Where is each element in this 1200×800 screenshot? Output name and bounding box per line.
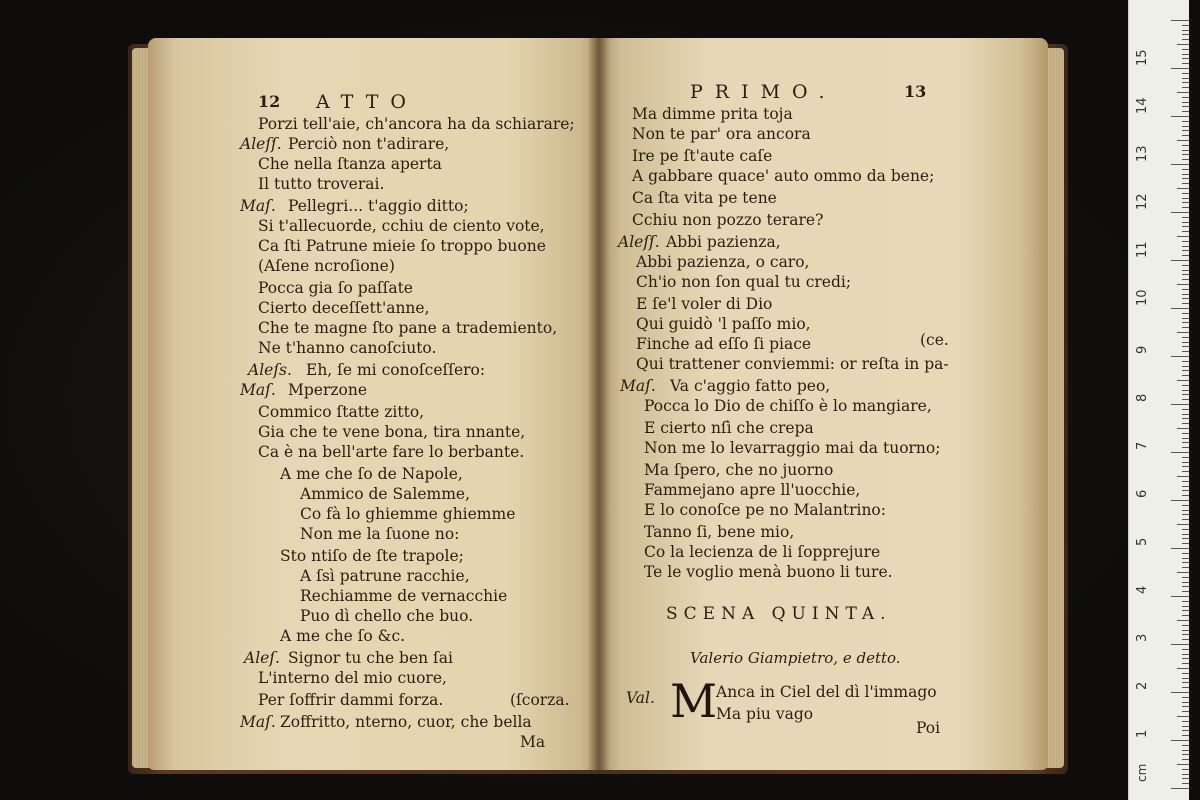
ruler-number: 13 — [1135, 145, 1150, 162]
aria-line: Sto ntiſo de ſte trapole; — [280, 547, 464, 565]
speaker-label: Aleſs. — [248, 361, 292, 379]
ruler-tick — [1182, 399, 1189, 400]
text-line: E cierto nſì che crepa — [644, 419, 814, 437]
text-line: Cchiu non pozzo terare? — [632, 211, 824, 229]
ruler-tick — [1182, 433, 1189, 434]
text-line: A gabbare quace' auto ommo da bene; — [632, 167, 935, 185]
ruler-tick — [1182, 462, 1189, 463]
ruler-number: 15 — [1135, 49, 1150, 66]
ruler-tick — [1182, 58, 1189, 59]
text-line: Ch'io non ſon qual tu credi; — [636, 273, 852, 291]
ruler-tick — [1171, 596, 1189, 597]
ruler-tick — [1182, 534, 1189, 535]
ruler-tick — [1182, 366, 1189, 367]
text-line: Ne t'hanno canoſciuto. — [258, 339, 437, 357]
text-line: E lo conoſce pe no Malantrino: — [644, 501, 886, 519]
ruler-tick — [1182, 438, 1189, 439]
ruler-number: 6 — [1135, 489, 1150, 498]
text-line: Ca è na bell'arte fare lo berbante. — [258, 443, 525, 461]
ruler-number: 9 — [1135, 345, 1150, 354]
aria-line: Puo dì chello che buo. — [300, 607, 474, 625]
ruler-tick — [1182, 466, 1189, 467]
ruler-tick — [1171, 20, 1189, 21]
text-line: Pocca gia ſo paſſate — [258, 279, 413, 297]
ruler-tick — [1182, 207, 1189, 208]
ruler-tick — [1171, 68, 1189, 69]
left-page-number: 12 — [258, 92, 281, 111]
ruler-tick — [1182, 658, 1189, 659]
ruler-tick — [1182, 481, 1189, 482]
ruler-tick — [1182, 711, 1189, 712]
ruler-tick — [1182, 342, 1189, 343]
ruler-tick — [1182, 351, 1189, 352]
ruler-tick — [1177, 332, 1189, 333]
ruler-tick — [1177, 620, 1189, 621]
ruler-tick — [1182, 318, 1189, 319]
ruler-tick — [1182, 447, 1189, 448]
ruler-number: 2 — [1135, 681, 1150, 690]
ruler-tick — [1182, 145, 1189, 146]
ruler-tick — [1182, 279, 1189, 280]
right-page — [598, 38, 1048, 770]
ruler-tick — [1182, 754, 1189, 755]
ruler-tick — [1182, 87, 1189, 88]
text-line: Finche ad eſſo ſi piace — [636, 335, 812, 353]
text-line: Gia che te vene bona, tira nnante, — [258, 423, 526, 441]
ruler-tick — [1177, 236, 1189, 237]
text-line: Anca in Ciel del dì l'immago — [716, 683, 937, 701]
ruler-tick — [1177, 140, 1189, 141]
ruler-tick — [1182, 577, 1189, 578]
ruler-number: 12 — [1135, 193, 1150, 210]
ruler-tick — [1182, 783, 1189, 784]
ruler-tick — [1177, 572, 1189, 573]
ruler-tick — [1177, 428, 1189, 429]
ruler-number: 5 — [1135, 537, 1150, 546]
ruler-tick — [1171, 788, 1189, 789]
left-running-head: ATTO — [316, 91, 418, 113]
ruler-tick — [1182, 610, 1189, 611]
ruler-tick — [1182, 649, 1189, 650]
ruler-tick — [1182, 615, 1189, 616]
ruler-tick — [1182, 390, 1189, 391]
ruler-tick — [1182, 634, 1189, 635]
ruler-tick — [1177, 668, 1189, 669]
ruler-tick — [1177, 716, 1189, 717]
ruler-tick — [1171, 548, 1189, 549]
cast-list: Valerio Giampietro, e detto. — [690, 649, 901, 667]
text-line: Ma dimme prita toja — [632, 105, 793, 123]
ruler-tick — [1182, 706, 1189, 707]
ruler-tick — [1177, 380, 1189, 381]
ruler-tick — [1182, 769, 1189, 770]
right-page-number: 13 — [904, 82, 927, 101]
ruler-tick — [1177, 188, 1189, 189]
text-line: Tanno ſi, bene mio, — [644, 523, 795, 541]
right-running-head: PRIMO. — [690, 81, 837, 103]
ruler-tick — [1182, 121, 1189, 122]
ruler-tick — [1182, 241, 1189, 242]
ruler-tick — [1171, 260, 1189, 261]
ruler-tick — [1171, 164, 1189, 165]
ruler-tick — [1182, 639, 1189, 640]
ruler-tick — [1182, 298, 1189, 299]
aria-line: A me che ſo &c. — [280, 627, 406, 645]
ruler-tick — [1182, 697, 1189, 698]
ruler-tick — [1182, 54, 1189, 55]
ruler-tick — [1182, 135, 1189, 136]
ruler-tick — [1182, 726, 1189, 727]
speaker-label: Aleſſ. — [240, 135, 282, 153]
ruler-tick — [1182, 39, 1189, 40]
ruler-tick — [1182, 457, 1189, 458]
book-gutter — [588, 38, 610, 770]
text-line: Ca ſta vita pe tene — [632, 189, 777, 207]
ruler-number: 4 — [1135, 585, 1150, 594]
ruler-tick — [1182, 529, 1189, 530]
text-line: Che nella ſtanza aperta — [258, 155, 442, 173]
ruler-tick — [1182, 150, 1189, 151]
ruler-tick — [1182, 409, 1189, 410]
text-line: Qui guidò 'l paſſo mio, — [636, 315, 811, 333]
ruler-tick — [1182, 174, 1189, 175]
ruler-tick — [1177, 44, 1189, 45]
ruler-tick — [1182, 102, 1189, 103]
aria-line: Non me la ſuone no: — [300, 525, 460, 543]
ruler-tick — [1182, 126, 1189, 127]
text-line: Non me lo levarraggio mai da tuorno; — [644, 439, 941, 457]
ruler-tick — [1182, 759, 1189, 760]
turnover-fragment: (ce. — [920, 331, 949, 349]
text-line: Zoffritto, nterno, cuor, che bella — [280, 713, 532, 731]
measurement-ruler — [1128, 0, 1189, 800]
ruler-tick — [1182, 687, 1189, 688]
ruler-tick — [1182, 25, 1189, 26]
ruler-tick — [1182, 322, 1189, 323]
ruler-tick — [1177, 524, 1189, 525]
ruler-tick — [1182, 735, 1189, 736]
ruler-tick — [1182, 418, 1189, 419]
text-line: (Aſene ncroſione) — [258, 257, 395, 275]
ruler-number: 7 — [1135, 441, 1150, 450]
ruler-tick — [1182, 63, 1189, 64]
ruler-tick — [1177, 284, 1189, 285]
ruler-tick — [1177, 476, 1189, 477]
text-line: Pellegri... t'aggio ditto; — [288, 197, 469, 215]
ruler-tick — [1171, 644, 1189, 645]
ruler-tick — [1182, 750, 1189, 751]
ruler-tick — [1182, 423, 1189, 424]
ruler-tick — [1182, 231, 1189, 232]
ruler-tick — [1182, 543, 1189, 544]
ruler-tick — [1171, 740, 1189, 741]
ruler-tick — [1171, 212, 1189, 213]
ruler-number: 1 — [1135, 729, 1150, 738]
ruler-tick — [1182, 745, 1189, 746]
ruler-tick — [1182, 337, 1189, 338]
ruler-tick — [1182, 654, 1189, 655]
left-page — [148, 38, 600, 770]
ruler-tick — [1182, 414, 1189, 415]
text-line: Che te magne ſto pane a trademiento, — [258, 319, 558, 337]
ruler-tick — [1182, 486, 1189, 487]
ruler-tick — [1182, 270, 1189, 271]
ruler-tick — [1182, 169, 1189, 170]
ruler-tick — [1182, 625, 1189, 626]
ruler-tick — [1182, 82, 1189, 83]
ruler-number: 10 — [1135, 289, 1150, 306]
ruler-tick — [1182, 294, 1189, 295]
ruler-tick — [1182, 774, 1189, 775]
ruler-tick — [1182, 538, 1189, 539]
text-line: Perciò non t'adirare, — [288, 135, 450, 153]
text-line: L'interno del mio cuore, — [258, 669, 447, 687]
ruler-tick — [1182, 111, 1189, 112]
ruler-tick — [1182, 250, 1189, 251]
speaker-label: Maſ. — [240, 381, 276, 399]
aria-line: Ammico de Salemme, — [300, 485, 470, 503]
aria-line: A ſsì patrune racchie, — [300, 567, 470, 585]
ruler-tick — [1182, 591, 1189, 592]
ruler-tick — [1182, 222, 1189, 223]
speaker-label: Val. — [626, 689, 655, 707]
text-line: Signor tu che ben ſai — [288, 649, 453, 667]
ruler-tick — [1182, 30, 1189, 31]
ruler-tick — [1177, 764, 1189, 765]
ruler-tick — [1182, 226, 1189, 227]
text-line: Ca ſti Patrune mieie ſo troppo buone — [258, 237, 546, 255]
text-line: Ire pe ſt'aute caſe — [632, 147, 773, 165]
text-line: Eh, ſe mi conoſceſſero: — [306, 361, 486, 379]
text-line: Te le voglio menà buono li ture. — [644, 563, 893, 581]
ruler-tick — [1182, 49, 1189, 50]
ruler-tick — [1182, 510, 1189, 511]
ruler-tick — [1182, 553, 1189, 554]
ruler-tick — [1182, 442, 1189, 443]
text-line: Pocca lo Dio de chiſſo è lo mangiare, — [644, 397, 932, 415]
ruler-tick — [1182, 582, 1189, 583]
ruler-tick — [1182, 375, 1189, 376]
ruler-tick — [1182, 106, 1189, 107]
text-line: Porzi tell'aie, ch'ancora ha da schiarare; — [258, 115, 575, 133]
ruler-tick — [1182, 606, 1189, 607]
ruler-tick — [1182, 178, 1189, 179]
text-line: Si t'allecuorde, cchiu de ciento vote, — [258, 217, 545, 235]
ruler-tick — [1182, 721, 1189, 722]
ruler-tick — [1182, 130, 1189, 131]
ruler-tick — [1182, 255, 1189, 256]
ruler-tick — [1182, 562, 1189, 563]
scene-heading: SCENA QUINTA. — [666, 604, 892, 624]
ruler-tick — [1182, 678, 1189, 679]
drop-cap: M — [670, 674, 718, 728]
speaker-label: Maſ. — [620, 377, 656, 395]
catchword: Ma — [520, 733, 546, 751]
ruler-tick — [1182, 246, 1189, 247]
ruler-tick — [1182, 601, 1189, 602]
ruler-tick — [1182, 159, 1189, 160]
ruler-tick — [1182, 289, 1189, 290]
turnover-fragment: (ſcorza. — [510, 691, 570, 709]
speaker-label: Aleſ. — [244, 649, 280, 667]
ruler-tick — [1182, 78, 1189, 79]
ruler-number: 8 — [1135, 393, 1150, 402]
ruler-tick — [1182, 490, 1189, 491]
ruler-number: 3 — [1135, 633, 1150, 642]
text-line: Commico ſtatte zitto, — [258, 403, 425, 421]
ruler-tick — [1171, 500, 1189, 501]
catchword: Poi — [916, 719, 941, 737]
ruler-unit-label: cm — [1135, 763, 1149, 782]
text-line: Qui trattener conviemmi: or reſta in pa- — [636, 355, 949, 373]
ruler-tick — [1182, 265, 1189, 266]
ruler-tick — [1182, 34, 1189, 35]
ruler-tick — [1171, 116, 1189, 117]
text-line: Mperzone — [288, 381, 368, 399]
ruler-tick — [1182, 558, 1189, 559]
ruler-tick — [1182, 385, 1189, 386]
ruler-tick — [1182, 630, 1189, 631]
text-line: Abbi pazienza, o caro, — [636, 253, 810, 271]
ruler-tick — [1182, 97, 1189, 98]
ruler-tick — [1171, 356, 1189, 357]
ruler-tick — [1182, 519, 1189, 520]
text-line: Ma piu vago — [716, 705, 814, 723]
ruler-tick — [1171, 404, 1189, 405]
ruler-tick — [1171, 308, 1189, 309]
text-line: Va c'aggio fatto peo, — [670, 377, 831, 395]
text-line: E ſe'l voler di Dio — [636, 295, 773, 313]
ruler-tick — [1182, 327, 1189, 328]
ruler-tick — [1182, 702, 1189, 703]
speaker-label: Aleſſ. — [618, 233, 660, 251]
ruler-tick — [1182, 394, 1189, 395]
ruler-tick — [1182, 495, 1189, 496]
ruler-tick — [1182, 217, 1189, 218]
speaker-label: Maſ. — [240, 713, 276, 731]
ruler-tick — [1171, 452, 1189, 453]
ruler-tick — [1182, 778, 1189, 779]
ruler-tick — [1182, 274, 1189, 275]
ruler-number: 11 — [1135, 241, 1150, 258]
text-line: Per ſoffrir dammi forza. — [258, 691, 444, 709]
ruler-tick — [1182, 567, 1189, 568]
ruler-tick — [1182, 505, 1189, 506]
ruler-tick — [1171, 692, 1189, 693]
text-line: Co la lecienza de li ſopprejure — [644, 543, 881, 561]
text-line: Il tutto troverai. — [258, 175, 385, 193]
ruler-tick — [1182, 154, 1189, 155]
ruler-tick — [1182, 346, 1189, 347]
text-line: Ma ſpero, che no juorno — [644, 461, 834, 479]
speaker-label: Maſ. — [240, 197, 276, 215]
open-book — [128, 30, 1068, 780]
ruler-tick — [1182, 370, 1189, 371]
ruler-number: 14 — [1135, 97, 1150, 114]
ruler-tick — [1182, 198, 1189, 199]
text-line: Fammejano apre ll'uocchie, — [644, 481, 861, 499]
ruler-tick — [1182, 361, 1189, 362]
aria-line: A me che ſo de Napole, — [280, 465, 463, 483]
ruler-tick — [1182, 514, 1189, 515]
ruler-tick — [1182, 586, 1189, 587]
ruler-tick — [1182, 202, 1189, 203]
ruler-tick — [1182, 673, 1189, 674]
ruler-tick — [1177, 92, 1189, 93]
ruler-tick — [1182, 730, 1189, 731]
aria-line: Rechiamme de vernacchie — [300, 587, 508, 605]
ruler-tick — [1182, 193, 1189, 194]
ruler-tick — [1182, 471, 1189, 472]
text-line: Abbi pazienza, — [666, 233, 781, 251]
text-line: Non te par' ora ancora — [632, 125, 811, 143]
ruler-tick — [1182, 682, 1189, 683]
ruler-tick — [1182, 303, 1189, 304]
ruler-tick — [1182, 663, 1189, 664]
ruler-tick — [1182, 183, 1189, 184]
aria-line: Co fà lo ghiemme ghiemme — [300, 505, 516, 523]
ruler-tick — [1182, 313, 1189, 314]
ruler-tick — [1182, 73, 1189, 74]
text-line: Cierto deceſſett'anne, — [258, 299, 430, 317]
